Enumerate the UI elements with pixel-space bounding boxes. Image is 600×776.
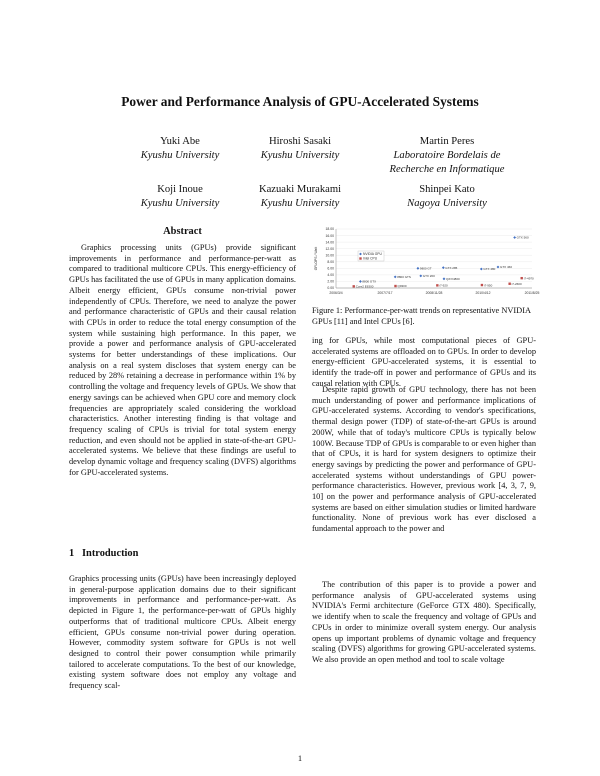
figure-1-caption: Figure 1: Performance-per-watt trends on representative NVIDIA GPUs [11] and Intel CPUs [6]. <box>312 306 531 326</box>
x-tick-label: 2011/8/25 <box>524 291 540 295</box>
author-1 <box>120 135 240 163</box>
y-tick-label: 14.00 <box>325 240 334 245</box>
author-affiliation: Kyushu University <box>140 150 220 161</box>
intro-paragraph-right-1: ing for GPUs, while most computational pieces of GPU-accelerated systems are offloaded on to GPUs. In order to develop energy-efficient GPU-accelerated systems, it is essential to identify the trade-off in power and performance of GPUs and its causal relation with CPUs. <box>312 336 536 388</box>
data-point <box>394 285 396 287</box>
author-name: Yuki Abe <box>160 136 200 147</box>
data-label: GTX 285 <box>445 265 458 270</box>
data-label: 8800 GTX <box>362 279 377 284</box>
data-label: GTX 560 <box>516 235 529 240</box>
y-tick-label: 18.00 <box>325 227 334 232</box>
author-affiliation: Kyushu University <box>140 198 220 209</box>
author-affiliation: Kyushu University <box>260 198 340 209</box>
paper-title: Power and Performance Analysis of GPU-Accelerated Systems <box>121 94 479 109</box>
author-affiliation-line2: Recherche en Informatique <box>389 164 505 175</box>
data-point <box>394 275 397 278</box>
author-name: Shinpei Kato <box>419 184 475 195</box>
data-label: Core2 E6300 <box>355 284 374 289</box>
x-tick-label: 2008/11/28 <box>425 291 443 295</box>
x-tick-label: 2010/4/12 <box>475 291 491 295</box>
author-affiliation: Nagoya University <box>407 198 487 209</box>
y-tick-label: 8.00 <box>327 259 334 264</box>
legend-entry: Intel CPU <box>363 256 378 261</box>
performance-per-watt-chart <box>312 225 540 300</box>
figure-1 <box>312 225 540 300</box>
data-label: i7-920 <box>439 283 448 288</box>
data-label: 8800 GTS <box>397 275 411 280</box>
abstract-heading: Abstract <box>163 226 202 237</box>
page-number: 1 <box>297 753 303 763</box>
section-number: 1 <box>69 548 75 559</box>
data-point <box>480 268 483 271</box>
y-tick-label: 4.00 <box>327 273 334 278</box>
author-name: Koji Inoue <box>157 184 203 195</box>
author-3 <box>362 135 532 177</box>
x-tick-label: 2007/7/17 <box>377 291 393 295</box>
author-affiliation: Kyushu University <box>260 150 340 161</box>
y-axis-label: GFLOPS / Watt <box>314 246 318 271</box>
section-heading-introduction <box>69 548 296 559</box>
data-point <box>481 284 483 286</box>
data-label: 9800 GT <box>419 266 432 271</box>
data-label: Q9300 <box>397 284 407 289</box>
data-point <box>417 267 420 270</box>
author-2 <box>235 135 365 163</box>
data-label: GTX 260 <box>422 274 435 279</box>
data-point <box>513 236 516 239</box>
intro-paragraph-right-2: Despite rapid growth of GPU technology, there has not been much understanding of power and performance implications of GPU-accelerated systems. According to vendor's specifications, thermal design power (TDP) of state-of-the-art GPUs is around 200W, while that of today's multicore CPUs is typically below 100W. Because TDP of GPUs is comparable to or even higher than that of CPUs, it is hard for system designers to optimize their energy savings by predicting the power and performance of GPU-accelerated systems without understandings of GPU power-performance characteristics. However, previous work [4, 3, 7, 9, 10] on the power and performance analysis of GPU-accelerated systems are based on either simulation studies or limited hardware functionality. None of previous work has ever disclosed a fundamental approach to the power and <box>312 385 536 534</box>
data-label: GTX 460 <box>499 265 513 270</box>
legend-entry: NVIDIA GPU <box>363 252 382 257</box>
author-4 <box>120 183 240 211</box>
section-title: Introduction <box>82 548 139 559</box>
data-label: GTX 480 <box>483 267 496 272</box>
data-label: Q/FX4800 <box>445 277 460 282</box>
author-affiliation: Laboratoire Bordelais de <box>393 150 501 161</box>
author-5 <box>235 183 365 211</box>
data-label: i7-2600 <box>511 281 522 286</box>
data-label: i7-4970 <box>523 276 534 281</box>
data-point <box>443 277 446 280</box>
data-point <box>436 284 438 286</box>
intro-paragraph-left: Graphics processing units (GPUs) have been increasingly deployed in general-purpose application domains due to their significant improvements in performance and performance-per-watt. As depicted in Figure 1, the performance-per-watt of GPUs highly outperforms that of traditional multicore CPUs. Albeit energy efficient, GPUs consume non-trivial power during operation. However, commodity system software for GPUs is not well designed to control their power consumption while primarily tailored to accelerate computations. To the best of our knowledge, existing system software does not employ any voltage and frequency scal- <box>69 574 296 691</box>
data-label: i7-950 <box>483 283 493 288</box>
abstract-text: Graphics processing units (GPUs) provide significant improvements in performance and performance-per-watt as compared to traditional multicore CPUs. This energy-efficiency of GPUs has facilitated the use of GPUs in many application domains. Albeit energy efficient, GPUs consume non-trivial power independently of CPUs. Therefore, we need to analyze the power and performance characteristic of GPUs and their causal relation with CPUs in order to reduce the total energy consumption of the system while sustaining high performance. In this paper, we provide a power and performance analysis of GPU-accelerated systems for better understandings of these implications. Our analysis on a real system discloses that system energy can be reduced by 28% retaining a decrease in performance within 1% by controlling the voltage and frequency levels of GPUs. We show that energy savings can be achieved when GPU core and memory clock frequencies are appropriately scaled considering the workload characteristics. Another interesting finding is that voltage and frequency scaling of CPUs is trivial for total system energy reduction, and even should not be applied in state-of-the-art GPU-accelerated systems. We believe that these findings are useful to develop dynamic voltage and frequency scaling (DVFS) algorithms for GPU-accelerated systems. <box>69 243 296 477</box>
author-6 <box>362 183 532 211</box>
data-point <box>521 277 523 279</box>
y-tick-label: 6.00 <box>327 266 334 271</box>
y-tick-label: 10.00 <box>325 253 334 258</box>
x-tick-label: 2006/3/4 <box>329 291 343 295</box>
y-tick-label: 0.00 <box>327 286 334 291</box>
data-point <box>353 285 355 287</box>
legend-marker <box>359 257 361 259</box>
y-tick-label: 16.00 <box>325 233 334 238</box>
data-point <box>508 283 510 285</box>
intro-paragraph-right-3: The contribution of this paper is to provide a power and performance analysis of GPU-accelerated systems using NVIDIA's Fermi architecture (GeForce GTX 480). Specifically, we identify when to scale the frequency and voltage of GPUs and CPUs in order to minimize overall system energy. Our analysis opens up important problems of dynamic voltage and frequency scaling (DVFS) algorithms for growing GPU-accelerated systems. We also provide an open method and tool to scale voltage <box>312 580 536 664</box>
y-tick-label: 12.00 <box>325 246 334 251</box>
author-name: Kazuaki Murakami <box>258 184 342 195</box>
data-point <box>497 266 500 269</box>
data-point <box>442 266 445 269</box>
data-point <box>359 280 362 283</box>
author-name: Hiroshi Sasaki <box>268 136 332 147</box>
y-tick-label: 2.00 <box>327 279 334 284</box>
author-name: Martin Peres <box>419 136 475 147</box>
